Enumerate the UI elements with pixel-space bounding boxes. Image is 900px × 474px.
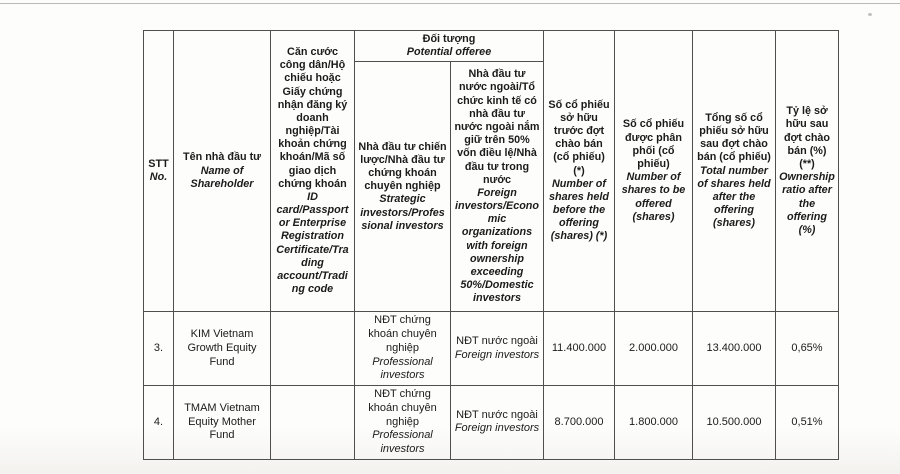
table-header-row-group xyxy=(144,31,839,62)
column-header-shares-offered-vi: Số cổ phiếu được phân phối (cổ phiếu) xyxy=(622,118,685,170)
cell-offeree-type xyxy=(355,386,451,460)
column-header-no-vi: STT xyxy=(148,158,169,170)
cell-shares-after: 10.500.000 xyxy=(693,386,776,460)
column-header-id-document-en: ID card/Passport or Enterprise Registration Certificate/Trading account/Trading code xyxy=(276,190,349,296)
column-header-shares-before-en: Number of shares held before the offering (shares) (*) xyxy=(548,177,609,243)
column-header-foreign-investors-vi: Nhà đầu tư nước ngoài/Tổ chức kinh tế có nhà đầu tư nước ngoài nắm giữ trên 50% vốn điều lệ/Nhà đầu tư trong nước xyxy=(454,68,540,186)
cell-investor-origin xyxy=(451,386,544,460)
column-header-shares-before-vi: Số cổ phiếu sở hữu trước đợt chào bán (cổ phiếu) (*) xyxy=(548,98,610,177)
column-header-offeree-group-vi: Đối tượng xyxy=(422,33,476,45)
cell-shares-after: 13.400.000 xyxy=(693,312,776,386)
column-header-name xyxy=(174,31,271,312)
cell-ownership-ratio: 0,51% xyxy=(776,386,839,460)
column-header-shares-after-en: Total number of shares held after the offering (shares) xyxy=(697,164,771,230)
column-header-shares-offered xyxy=(615,31,693,312)
column-header-strategic-investors-vi: Nhà đầu tư chiến lược/Nhà đầu tư chứng khoán chuyên nghiệp xyxy=(358,140,447,193)
cell-investor-origin-vi: NĐT nước ngoài xyxy=(456,334,538,347)
column-header-foreign-investors-en: Foreign investors/Economic organizations with foreign ownership exceeding 50%/Domestic investors xyxy=(455,186,539,305)
cell-investor-origin-en: Foreign investors xyxy=(454,422,540,435)
column-header-shares-after-vi: Tổng số cổ phiếu sở hữu sau đợt chào bán (cổ phiếu) xyxy=(697,111,771,164)
cell-offeree-type xyxy=(355,312,451,386)
column-header-strategic-investors-en: Strategic investors/Professional investors xyxy=(360,193,445,232)
cell-no: 3. xyxy=(144,312,174,386)
cell-shares-offered: 1.800.000 xyxy=(615,386,693,460)
column-header-name-en: Name of Shareholder xyxy=(190,164,254,190)
column-header-ownership-ratio xyxy=(776,31,839,312)
column-header-ownership-ratio-vi: Tỷ lệ sở hữu sau đợt chào bán (%) (**) xyxy=(783,105,831,170)
column-header-shares-offered-en: Number of shares to be offered (shares) xyxy=(621,171,686,223)
column-header-shares-before xyxy=(544,31,615,312)
column-header-ownership-ratio-en: Ownership ratio after the offering (%) xyxy=(779,171,835,236)
cell-id-document xyxy=(271,312,355,386)
column-header-name-vi: Tên nhà đầu tư xyxy=(183,151,261,164)
column-header-offeree-group xyxy=(355,31,544,62)
column-header-no xyxy=(144,31,174,312)
cell-investor-origin-vi: NĐT nước ngoài xyxy=(456,408,538,421)
cell-investor-origin-en: Foreign investors xyxy=(454,348,540,361)
cell-shares-before: 11.400.000 xyxy=(544,312,615,386)
cell-offeree-type-en: Professional investors xyxy=(372,355,433,382)
column-header-no-en: No. xyxy=(149,171,168,184)
table-row xyxy=(144,312,839,386)
cell-shareholder-name: KIM Vietnam Growth Equity Fund xyxy=(174,312,271,386)
column-header-foreign-investors xyxy=(451,62,544,312)
cell-shares-before: 8.700.000 xyxy=(544,386,615,460)
column-header-offeree-group-en: Potential offeree xyxy=(406,46,492,59)
top-divider xyxy=(0,3,900,4)
cell-shareholder-name: TMAM Vietnam Equity Mother Fund xyxy=(174,386,271,460)
cell-offeree-type-vi: NĐT chứng khoán chuyên nghiệp xyxy=(368,314,437,354)
shareholder-allocation-table xyxy=(143,30,839,460)
column-header-id-document xyxy=(271,31,355,312)
table-row xyxy=(144,386,839,460)
cell-id-document xyxy=(271,386,355,460)
cell-investor-origin xyxy=(451,312,544,386)
scan-artifact-dot xyxy=(868,13,872,16)
column-header-strategic-investors xyxy=(355,62,451,312)
cell-no: 4. xyxy=(144,386,174,460)
column-header-shares-after xyxy=(693,31,776,312)
cell-offeree-type-vi: NĐT chứng khoán chuyên nghiệp xyxy=(368,388,437,428)
column-header-id-document-vi: Căn cước công dân/Hộ chiếu hoặc Giấy chứng nhận đăng ký doanh nghiệp/Tài khoản chứng khoán/Mã số giao dịch chứng khoán xyxy=(277,46,348,190)
cell-shares-offered: 2.000.000 xyxy=(615,312,693,386)
cell-ownership-ratio: 0,65% xyxy=(776,312,839,386)
cell-offeree-type-en: Professional investors xyxy=(372,429,433,456)
